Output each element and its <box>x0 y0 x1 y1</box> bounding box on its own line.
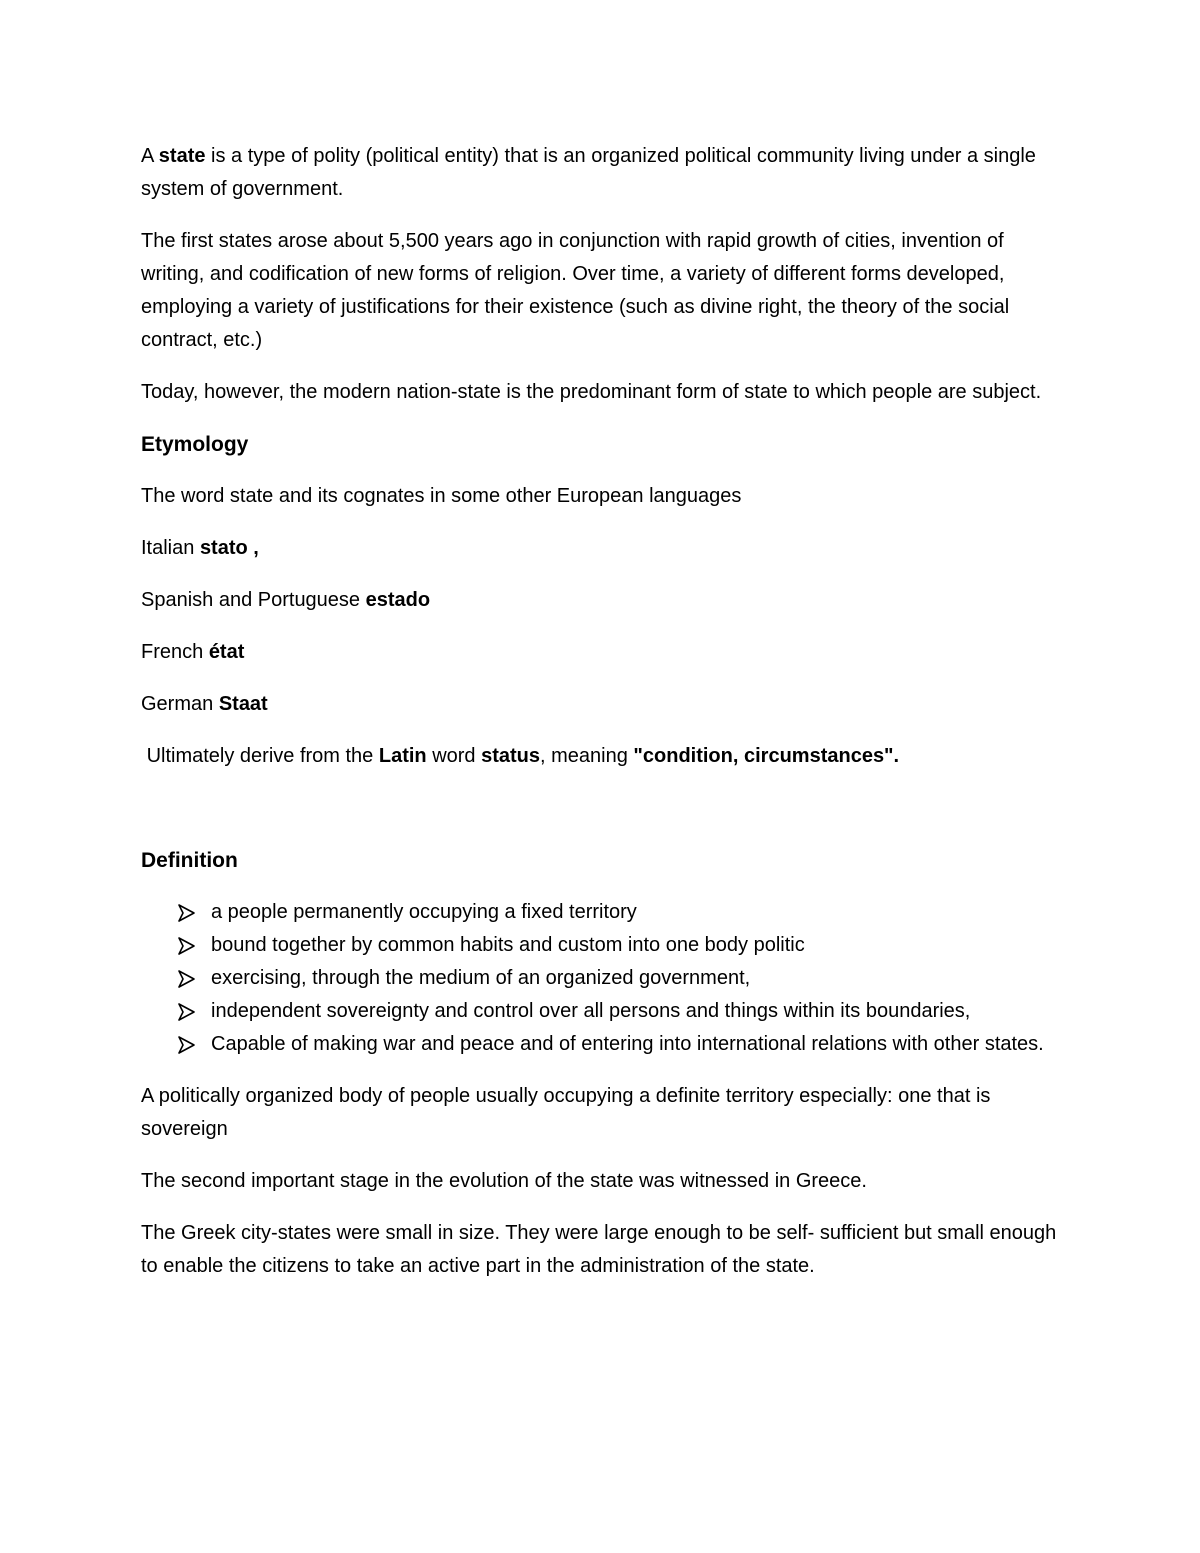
bullet-text: exercising, through the medium of an organized government, <box>211 967 751 989</box>
language-word: stato , <box>199 537 259 559</box>
language-german <box>141 688 1066 721</box>
language-word: estado <box>365 589 431 611</box>
definition-paragraph-1: A politically organized body of people usually occupying a definite territory especially: one that is sovereign <box>141 1085 991 1140</box>
latin-derivation <box>141 740 1066 773</box>
list-item <box>141 929 1066 962</box>
spacer <box>141 792 1066 844</box>
derive-text: word <box>426 745 482 767</box>
intro-paragraph-3: Today, however, the modern nation-state is the predominant form of state to which people are subject. <box>141 381 1042 403</box>
language-italian <box>141 532 1066 565</box>
intro-paragraph-1 <box>141 140 1066 206</box>
etymology-intro: The word state and its cognates in some other European languages <box>141 485 742 507</box>
bullet-text: bound together by common habits and custom into one body politic <box>211 934 805 956</box>
language-french <box>141 636 1066 669</box>
document-page <box>141 140 1066 1302</box>
definition-bullet-list <box>141 896 1066 1061</box>
term-state: state <box>158 145 206 167</box>
list-item <box>141 896 1066 929</box>
language-name: Spanish and Portuguese <box>141 589 366 611</box>
language-name: German <box>141 693 219 715</box>
intro-text: is a type of polity (political entity) that is an organized political community living under a single system of government. <box>141 145 1036 200</box>
arrow-bullet-icon <box>177 995 197 1028</box>
language-word: Staat <box>218 693 268 715</box>
definition-heading: Definition <box>141 849 238 872</box>
arrow-bullet-icon <box>177 929 197 962</box>
bullet-text: a people permanently occupying a fixed territory <box>211 901 637 923</box>
intro-text: A <box>141 145 159 167</box>
term-latin: Latin <box>378 745 427 767</box>
intro-paragraph-2: The first states arose about 5,500 years ago in conjunction with rapid growth of cities, invention of writing, and codification of new forms of religion. Over time, a variety of different forms developed, employing a variety of justifications for their existence (such as divine right, the theory of the social contract, etc.) <box>141 230 1010 351</box>
language-name: Italian <box>141 537 200 559</box>
list-item <box>141 995 1066 1028</box>
term-meaning: "condition, circumstances". <box>633 745 900 767</box>
bullet-text: independent sovereignty and control over all persons and things within its boundaries, <box>211 1000 971 1022</box>
list-item <box>141 962 1066 995</box>
definition-paragraph-2: The second important stage in the evolution of the state was witnessed in Greece. <box>141 1170 867 1192</box>
bullet-text: Capable of making war and peace and of entering into international relations with other states. <box>211 1033 1044 1055</box>
language-word: état <box>208 641 245 663</box>
arrow-bullet-icon <box>177 962 197 995</box>
language-name: French <box>141 641 209 663</box>
list-item <box>141 1028 1066 1061</box>
derive-text: , meaning <box>540 745 634 767</box>
arrow-bullet-icon <box>177 1028 197 1061</box>
definition-paragraph-3: The Greek city-states were small in size. They were large enough to be self- sufficient but small enough to enable the citizens to take an active part in the administration of the state. <box>141 1222 1057 1277</box>
etymology-heading: Etymology <box>141 433 249 456</box>
term-status: status <box>481 745 541 767</box>
derive-text: Ultimately derive from the <box>141 745 379 767</box>
arrow-bullet-icon <box>177 896 197 929</box>
language-spanish-portuguese <box>141 584 1066 617</box>
